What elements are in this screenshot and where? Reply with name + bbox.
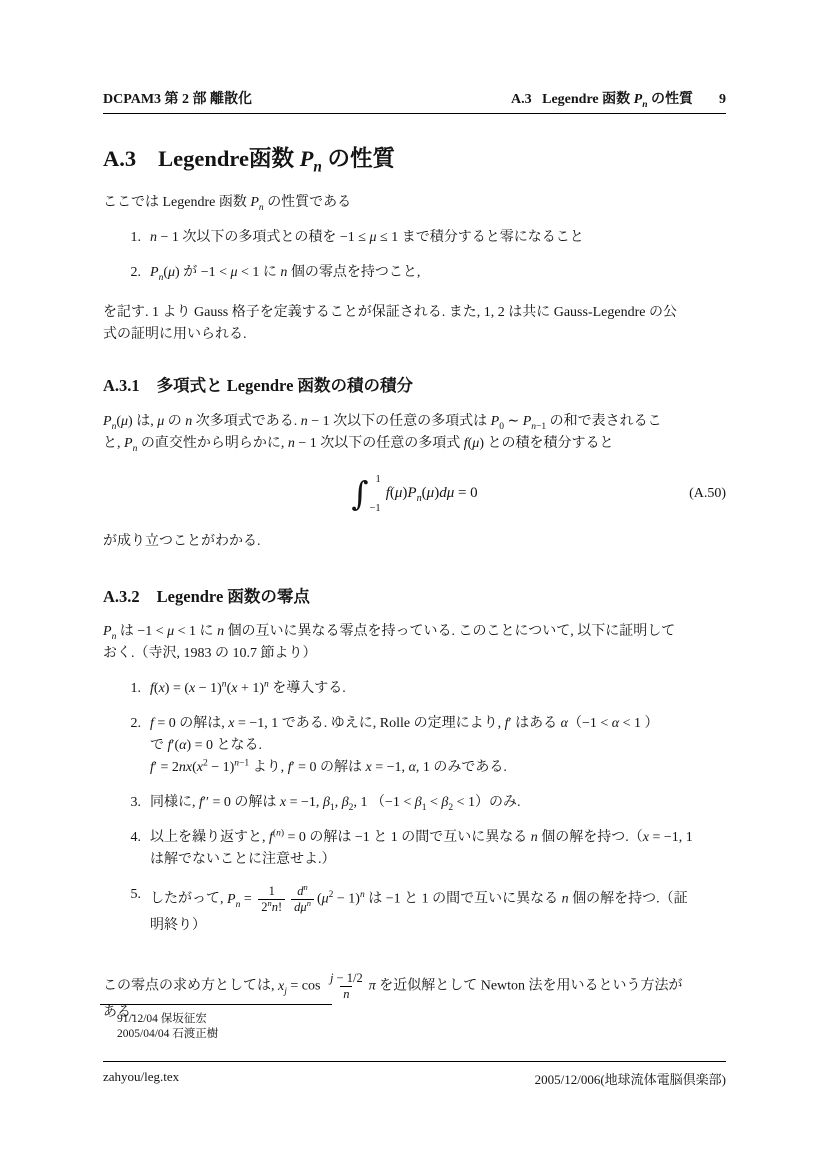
integral-lower-limit: −1 (369, 503, 381, 515)
footnote-line: 91/12/04 保坂征宏 (117, 1013, 207, 1025)
section-number: A.3 (103, 146, 137, 171)
list-marker: 2. (130, 716, 141, 732)
displayed-equation (103, 471, 726, 517)
section-title-text: Legendre函数 $P_n$ の性質 (158, 146, 395, 176)
proof-list (103, 678, 726, 937)
header-section-title: A.3 Legendre 函数 $P_n$ の性質 (511, 92, 693, 110)
integral-sign: ∫ (351, 474, 369, 514)
subsection-number: A.3.1 (103, 376, 140, 395)
list-item (103, 792, 726, 814)
integral-limits (370, 475, 381, 515)
footer-publisher: 2005/12/006(地球流体電脳倶楽部) (534, 1072, 726, 1087)
running-footer (103, 1061, 726, 1088)
running-header (103, 88, 726, 114)
closing-paragraph: この零点の求め方としては, $x_j = \cos$ $\frac{j - 1/2}{n}$ π を近似解として Newton 法を用いるという方法が ある. (103, 971, 683, 1021)
header-left: DCPAM3 第 2 部 離散化 (103, 92, 253, 107)
footnote-rule (100, 1004, 332, 1005)
list-item-text: 同様に, f′′ = 0 の解は x = −1, $\beta_1$, $\beta_2$, 1 $(-1 < \beta_1 < \beta_2 < 1)$のみ. (150, 795, 521, 814)
intro-paragraph: ここでは Legendre 函数 $P_n$ の性質である (103, 195, 352, 213)
list-item (103, 884, 726, 937)
list-marker: 2. (130, 265, 141, 280)
list-item-text: n − 1 次以下の多項式との積を −1 ≤ μ ≤ 1 まで積分すると零になること (150, 230, 584, 245)
paragraph: が成り立つことがわかる. (103, 533, 261, 549)
list-item (103, 827, 726, 871)
property-list (103, 227, 726, 284)
paragraph: を記す. 1 より Gauss 格子を定義することが保証される. また, 1, 2 は共に Gauss-Legendre の公 式の証明に用いられる. (103, 305, 677, 342)
text-column (103, 88, 726, 1024)
equation-body (351, 471, 477, 517)
footnote-block (100, 1004, 723, 1042)
list-marker: 1. (130, 681, 141, 697)
equation-tag: (A.50) (689, 485, 726, 501)
list-marker: 3. (130, 795, 141, 811)
header-right (511, 88, 726, 108)
list-item-text: $P_n(\mu)$ が −1 < μ < 1 に n 個の零点を持つこと, (150, 265, 421, 283)
list-item-text: $f(x) = (x - 1)^n(x + 1)^n$ を導入する. (150, 679, 346, 697)
list-item-text: f = 0 の解は, x = −1, 1 である. ゆえに, Rolle の定理により, f′ はある α（−1 < α < 1 ） で f′(α) = 0 となる. $f' = 2nx(x^2 - 1)^{n-1}$ より, f′ = 0 の解は x = −1, α, 1 のみである. (150, 716, 659, 776)
subsection-heading (103, 376, 726, 397)
list-item-text: したがって, $P_n$ = $\frac{1}{2^nn!}$ $\frac{d^n}{d\mu^n}$ $(\mu^2 - 1)^n$ は −1 と 1 の間で互いに異なる n 個の解を持つ.（証 明終り） (150, 882, 688, 934)
subsection-number: A.3.2 (103, 586, 140, 606)
paragraph: $P_n$ は −1 < μ < 1 に n 個の互いに異なる零点を持っている. このことについて, 以下に証明して おく.（寺沢, 1983 の 10.7 節より） (103, 624, 676, 662)
equation-expression: $f(\mu)P_n(\mu)d\mu = 0$ (385, 485, 478, 505)
list-marker: 1. (130, 230, 141, 245)
paragraph: $P_n(\mu)$ は, μ の n 次多項式である. n − 1 次以下の任意の多項式は $P_0$ ∼ $P_{n-1}$ の和で表されるこ と, $P_n$ の直交性から明らかに, n − 1 次以下の任意の多項式 f(μ) との積を積分すると (103, 413, 662, 454)
page-number: 9 (719, 92, 726, 107)
list-item (103, 262, 726, 284)
subsection-title-text: Legendre 函数の零点 (156, 586, 310, 606)
list-marker: 5. (130, 887, 141, 903)
footnote-line: 2005/04/04 石渡正樹 (117, 1028, 219, 1040)
footer-filename: zahyou/leg.tex (103, 1069, 180, 1084)
subsection-heading (103, 587, 726, 608)
subsection-title-text: 多項式と Legendre 函数の積の積分 (156, 376, 414, 395)
list-item (103, 713, 726, 779)
section-heading (103, 145, 726, 176)
list-item (103, 227, 726, 249)
list-item (103, 678, 726, 700)
list-item-text: 以上を繰り返すと, $f^{(n)} = 0$ の解は −1 と 1 の間で互いに異なる n 個の解を持つ.（x = −1, 1 は解でないことに注意せよ.） (150, 828, 693, 868)
integral-upper-limit: 1 (375, 473, 381, 485)
list-marker: 4. (130, 830, 141, 846)
